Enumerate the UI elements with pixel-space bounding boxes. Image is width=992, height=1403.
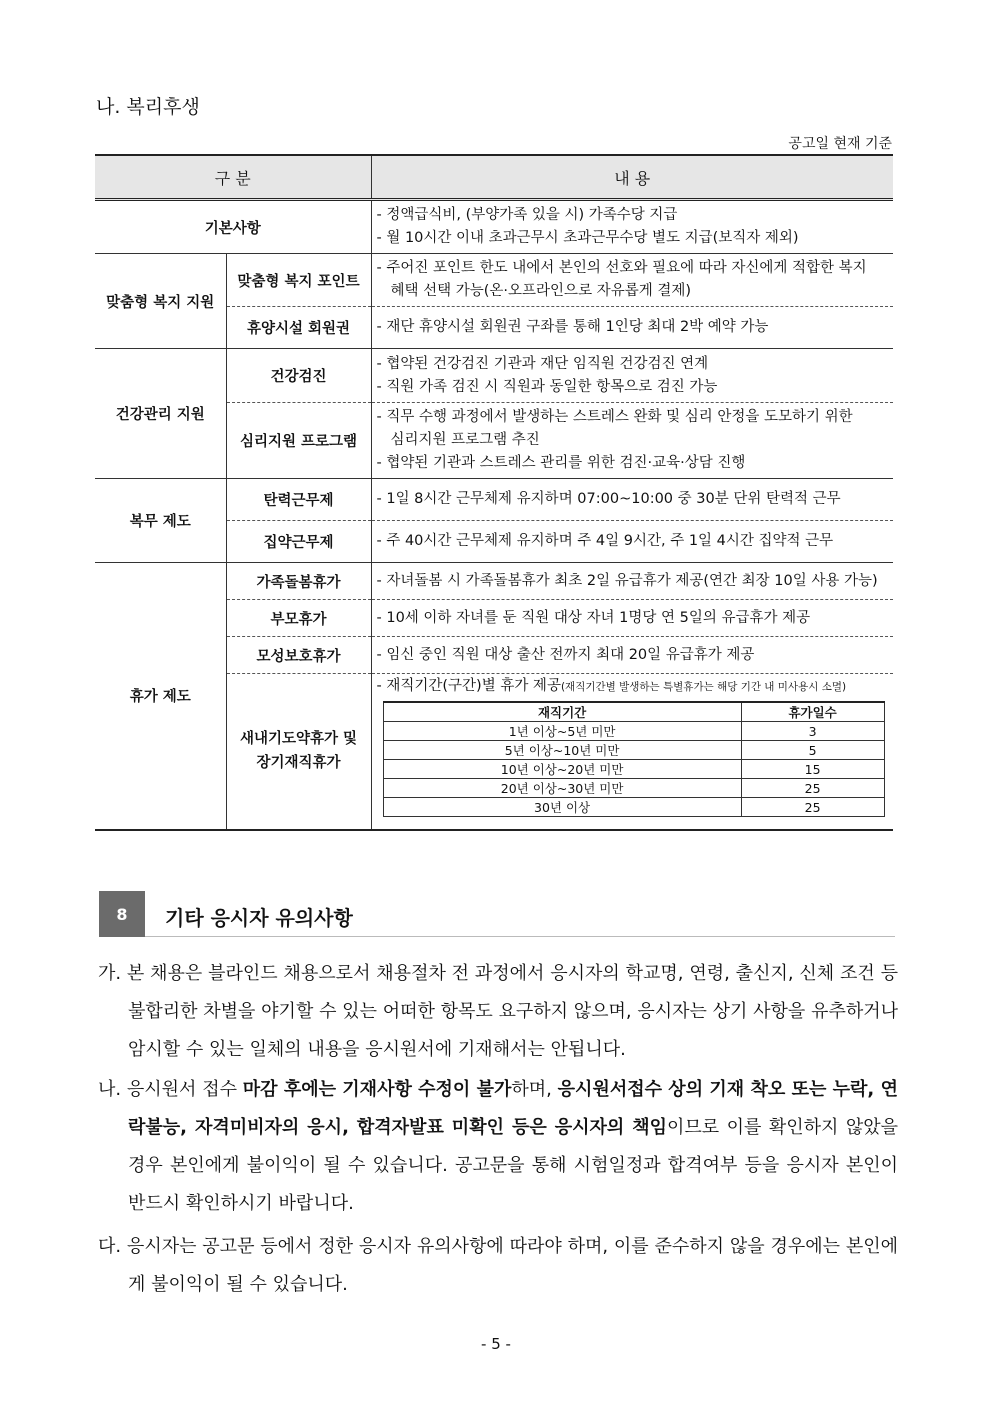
special-leave-line2: 장기재직휴가 xyxy=(256,755,341,772)
sub-special-leave xyxy=(226,674,371,830)
content-line: - 정액급식비, (부양가족 있을 시) 가족수당 지급 xyxy=(376,207,678,223)
compressed-work-content: - 주 40시간 근무체제 유지하며 주 4일 9시간, 주 1일 4시간 집약적 근무 xyxy=(371,521,893,563)
notice-text: 다. 응시자는 공고문 등에서 정한 응시자 유의사항에 따라야 하며, 이를 준수하지 않을 경우에는 본인에게 불이익이 될 수 있습니다. xyxy=(98,1236,898,1295)
days-cell: 3 xyxy=(741,722,884,741)
page-number: - 5 - xyxy=(481,1335,511,1353)
content-line: - 월 10시간 이내 초과근무시 초과근무수당 별도 지급(보직자 제외) xyxy=(376,230,799,246)
text-run: 나. 응시원서 접수 xyxy=(98,1079,243,1100)
tenure-cell: 5년 이상~10년 미만 xyxy=(383,741,741,760)
section-number-badge: 8 xyxy=(99,891,145,937)
category-basic: 기본사항 xyxy=(204,220,261,237)
days-cell: 25 xyxy=(741,798,884,817)
tenure-cell: 1년 이상~5년 미만 xyxy=(383,722,741,741)
basic-content xyxy=(371,200,893,254)
sub-welfare-point: 맞춤형 복지 포인트 xyxy=(226,254,371,307)
content-line: - 직원 가족 검진 시 직원과 동일한 항목으로 검진 가능 xyxy=(376,378,718,395)
basis-note: 공고일 현재 기준 xyxy=(788,136,892,152)
parent-leave-content: - 10세 이하 자녀를 둔 직원 대상 자녀 1명당 연 5일의 유급휴가 제공 xyxy=(371,600,893,637)
category-leave: 휴가 제도 xyxy=(95,563,226,830)
notice-item-na xyxy=(98,1071,898,1223)
notice-text: 가. 본 채용은 블라인드 채용으로서 채용절차 전 과정에서 응시자의 학교명, 연령, 출신지, 신체 조건 등 불합리한 차별을 야기할 수 있는 어떠한 항목도 요구하지 않으며, 응시자는 상기 사항을 유추하거나 암시할 수 있는 일체의 내용을 응시원서에 기재해서는 안됩니다. xyxy=(98,963,898,1060)
section8-title: 기타 응시자 유의사항 xyxy=(165,906,353,930)
header-content: 내 용 xyxy=(371,155,893,200)
table-row xyxy=(383,760,884,779)
sub-parent-leave: 부모휴가 xyxy=(226,600,371,637)
sub-family-care-leave: 가족돌봄휴가 xyxy=(226,563,371,600)
category-health: 건강관리 지원 xyxy=(95,349,226,479)
table-row xyxy=(383,722,884,741)
health-checkup-content xyxy=(371,349,893,403)
content-line: - 협약된 건강검진 기관과 재단 임직원 건강검진 연계 xyxy=(376,355,709,372)
header-category: 구 분 xyxy=(95,155,371,200)
table-row xyxy=(383,741,884,760)
special-leave-line1: 새내기도약휴가 및 xyxy=(239,731,358,748)
sub-health-checkup: 건강검진 xyxy=(226,349,371,403)
maternity-content: - 임신 중인 직원 대상 출산 전까지 최대 20일 유급휴가 제공 xyxy=(371,637,893,674)
content-line: - 직무 수행 과정에서 발생하는 스트레스 완화 및 심리 안정을 도모하기 위한 xyxy=(376,409,853,425)
bold-run: 응시원서접수 상의 기재 착오 또는 누락, 연락불능, 자격미비자의 응시, 합격자발표 미확인 등은 응시자의 책임 xyxy=(128,1079,898,1138)
notice-text xyxy=(98,1071,898,1223)
sub-flex-work: 탄력근무제 xyxy=(226,479,371,521)
welfare-table xyxy=(95,154,893,831)
content-line: 심리지원 프로그램 추진 xyxy=(390,432,540,448)
section8-heading xyxy=(99,891,895,937)
family-care-content: - 자녀돌봄 시 가족돌봄휴가 최초 2일 유급휴가 제공(연간 최장 10일 사용 가능) xyxy=(371,563,893,600)
psych-content xyxy=(371,403,893,479)
welfare-point-content xyxy=(371,254,893,307)
days-cell: 25 xyxy=(741,779,884,798)
special-leave-content xyxy=(371,674,893,830)
section-divider xyxy=(145,936,895,937)
table-row xyxy=(383,779,884,798)
special-intro-note: (재직기간별 발생하는 특별휴가는 해당 기간 내 미사용시 소멸) xyxy=(560,681,847,693)
tenure-cell: 10년 이상~20년 미만 xyxy=(383,760,741,779)
bold-run: 마감 후에는 기재사항 수정이 불가 xyxy=(242,1079,512,1100)
tenure-header: 재직기간 xyxy=(383,702,741,722)
sub-resort-membership: 휴양시설 회원권 xyxy=(226,307,371,349)
resort-content: - 재단 휴양시설 회원권 구좌를 통해 1인당 최대 2박 예약 가능 xyxy=(371,307,893,349)
content-line: 혜택 선택 가능(온·오프라인으로 자유롭게 결제) xyxy=(390,283,691,299)
category-custom-welfare: 맞춤형 복지 지원 xyxy=(95,254,226,349)
notice-item-ga xyxy=(98,955,898,1069)
sub-maternity-leave: 모성보호휴가 xyxy=(226,637,371,674)
category-work: 복무 제도 xyxy=(95,479,226,563)
text-run: 하며, xyxy=(511,1079,558,1100)
table-row xyxy=(383,798,884,817)
text-run: 이므로 이를 확인하지 않았을 경우 본인에게 불이익이 될 수 있습니다. 공고문을 통해 시험일정과 합격여부 등을 응시자 본인이 반드시 확인하시기 바랍니다. xyxy=(128,1117,898,1214)
days-cell: 15 xyxy=(741,760,884,779)
tenure-leave-table xyxy=(383,701,885,817)
section-title: 나. 복리후생 xyxy=(96,96,200,118)
notice-item-da xyxy=(98,1228,898,1304)
tenure-cell: 20년 이상~30년 미만 xyxy=(383,779,741,798)
flex-work-content: - 1일 8시간 근무체제 유지하며 07:00~10:00 중 30분 단위 탄력적 근무 xyxy=(371,479,893,521)
sub-psych-program: 심리지원 프로그램 xyxy=(226,403,371,479)
special-intro: - 재직기간(구간)별 휴가 제공 xyxy=(376,678,561,694)
tenure-cell: 30년 이상 xyxy=(383,798,741,817)
content-line: - 협약된 기관과 스트레스 관리를 위한 검진·교육·상담 진행 xyxy=(376,455,746,471)
days-cell: 5 xyxy=(741,741,884,760)
leave-days-header: 휴가일수 xyxy=(741,702,884,722)
content-line: - 주어진 포인트 한도 내에서 본인의 선호와 필요에 따라 자신에게 적합한 복지 xyxy=(376,260,867,276)
sub-compressed-work: 집약근무제 xyxy=(226,521,371,563)
